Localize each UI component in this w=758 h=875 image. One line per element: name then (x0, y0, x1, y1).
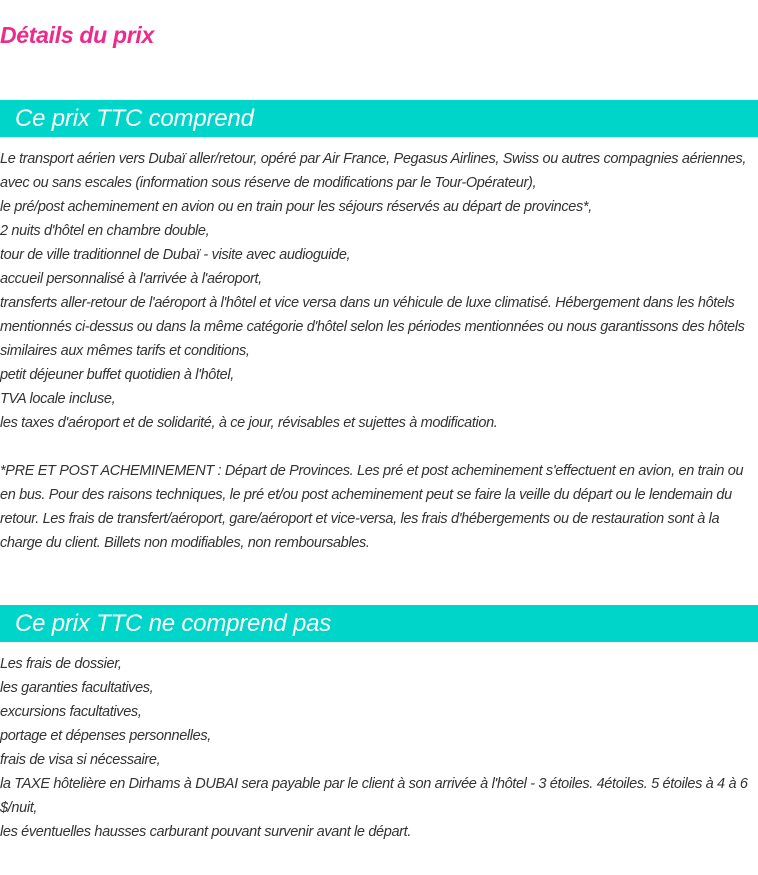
excluded-item: excursions facultatives, (0, 704, 142, 720)
excluded-list (0, 652, 758, 844)
included-item: tour de ville traditionnel de Dubaï - visite avec audioguide, (0, 247, 351, 263)
excluded-item: les garanties facultatives, (0, 680, 154, 696)
excluded-item: les éventuelles hausses carburant pouvant survenir avant le départ. (0, 824, 412, 840)
excluded-section-header (0, 605, 758, 642)
included-item: Le transport aérien vers Dubaï aller/retour, opéré par Air France, Pegasus Airlines, Swiss ou autres compagnies aériennes, avec ou sans escales (information sous réserve de modifications par le Tour-Opérateur), (0, 151, 747, 191)
excluded-item: portage et dépenses personnelles, (0, 728, 211, 744)
excluded-heading: Ce prix TTC ne comprend pas (15, 610, 332, 637)
included-item: accueil personnalisé à l'arrivée à l'aéroport, (0, 271, 262, 287)
excluded-item: Les frais de dossier, (0, 656, 122, 672)
page-title: Détails du prix (0, 22, 154, 48)
included-item: TVA locale incluse, (0, 391, 116, 407)
included-item: transferts aller-retour de l'aéroport à l'hôtel et vice versa dans un véhicule de luxe climatisé. Hébergement dans les hôtels mentionnés ci-dessus ou dans la même catégorie d'hôtel selon les périodes mentionnées ou nous garantissons des hôtels similaires aux mêmes tarifs et conditions, (0, 295, 745, 359)
paragraph-spacer (0, 435, 758, 459)
included-list (0, 147, 758, 555)
included-item: les taxes d'aéroport et de solidarité, à ce jour, révisables et sujettes à modification. (0, 415, 498, 431)
included-heading: Ce prix TTC comprend (15, 105, 254, 132)
included-section-header (0, 100, 758, 137)
included-footnote: *PRE ET POST ACHEMINEMENT : Départ de Provinces. Les pré et post acheminement s'effectuent en avion, en train ou en bus. Pour des raisons techniques, le pré et/ou post acheminement peut se faire la veille du départ ou le lendemain du retour. Les frais de transfert/aéroport, gare/aéroport et vice-versa, les frais d'hébergements ou de restauration sont à la charge du client. Billets non modifiables, non remboursables. (0, 463, 744, 551)
excluded-item: frais de visa si nécessaire, (0, 752, 161, 768)
included-item: 2 nuits d'hôtel en chambre double, (0, 223, 210, 239)
included-item: petit déjeuner buffet quotidien à l'hôtel, (0, 367, 234, 383)
included-item: le pré/post acheminement en avion ou en train pour les séjours réservés au départ de provinces*, (0, 199, 592, 215)
excluded-item: la TAXE hôtelière en Dirhams à DUBAI sera payable par le client à son arrivée à l'hôtel - 3 étoiles. 4étoiles. 5 étoiles à 4 à 6 $/nuit, (0, 776, 748, 816)
